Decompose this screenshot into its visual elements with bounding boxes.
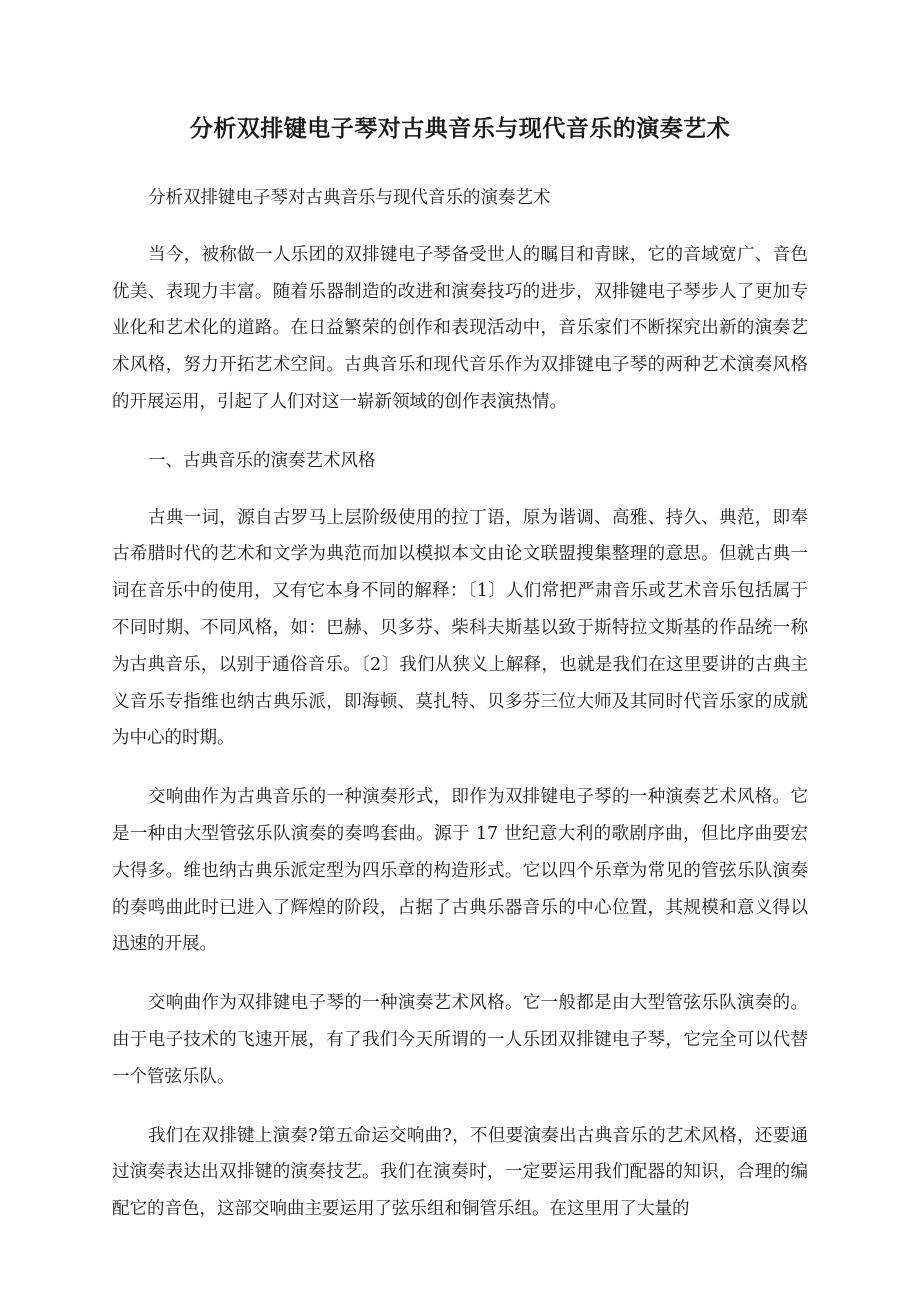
paragraph-classical-definition: 古典一词，源自古罗马上层阶级使用的拉丁语，原为谐调、高雅、持久、典范，即奉古希腊时代的艺术和文学为典范而加以模拟本文由论文联盟搜集整理的意思。但就古典一词在音乐中的使用，又有它本身不同的解释：〔1〕人们常把严肃音乐或艺术音乐包括属于不同时期、不同风格，如：巴赫、贝多芬、柴科夫斯基以致于斯特拉文斯基的作品统一称为古典音乐，以别于通俗音乐。〔2〕我们从狭义上解释，也就是我们在这里要讲的古典主义音乐专指维也纳古典乐派，即海顿、莫扎特、贝多芬三位大师及其同时代音乐家的成就为中心的时期。 (112, 507, 808, 749)
paragraph-symphony-form: 交响曲作为古典音乐的一种演奏形式，即作为双排键电子琴的一种演奏艺术风格。它是一种由大型管弦乐队演奏的奏鸣套曲。源于 17 世纪意大利的歌剧序曲，但比序曲要宏大得多。维也纳古典乐派定型为四乐章的构造形式。它以四个乐章为常见的管弦乐队演奏的奏鸣曲此时已进入了辉煌的阶段，占据了古典乐器音乐的中心位置，其规模和意义得以迅速的开展。 (112, 787, 808, 955)
paragraph-intro: 当今，被称做一人乐团的双排键电子琴备受世人的瞩目和青睐，它的音域宽广、音色优美、表现力丰富。随着乐器制造的改进和演奏技巧的进步，双排键电子琴步人了更加专业化和艺术化的道路。在日益繁荣的创作和表现活动中，音乐家们不断探究出新的演奏艺术风格，努力开拓艺术空间。古典音乐和现代音乐作为双排键电子琴的两种艺术演奏风格的开展运用，引起了人们对这一崭新领域的创作表演热情。 (112, 244, 808, 412)
paragraph-fifth-symphony: 我们在双排键上演奏?第五命运交响曲?，不但要演奏出古典音乐的艺术风格，还要通过演奏表达出双排键的演奏技艺。我们在演奏时，一定要运用我们配器的知识，合理的编配它的音色，这部交响曲主要运用了弦乐组和铜管乐组。在这里用了大量的 (112, 1125, 808, 1220)
document-subtitle: 分析双排键电子琴对古典音乐与现代音乐的演奏艺术 (148, 188, 551, 208)
document-title: 分析双排键电子琴对古典音乐与现代音乐的演奏艺术 (189, 115, 731, 142)
document-body (112, 180, 808, 1250)
paragraph-symphony-style: 交响曲作为双排键电子琴的一种演奏艺术风格。它一般都是由大型管弦乐队演奏的。由于电子技术的飞速开展，有了我们今天所谓的一人乐团双排键电子琴，它完全可以代替一个管弦乐队。 (112, 993, 808, 1087)
section-heading-classical: 一、古典音乐的演奏艺术风格 (148, 450, 376, 471)
